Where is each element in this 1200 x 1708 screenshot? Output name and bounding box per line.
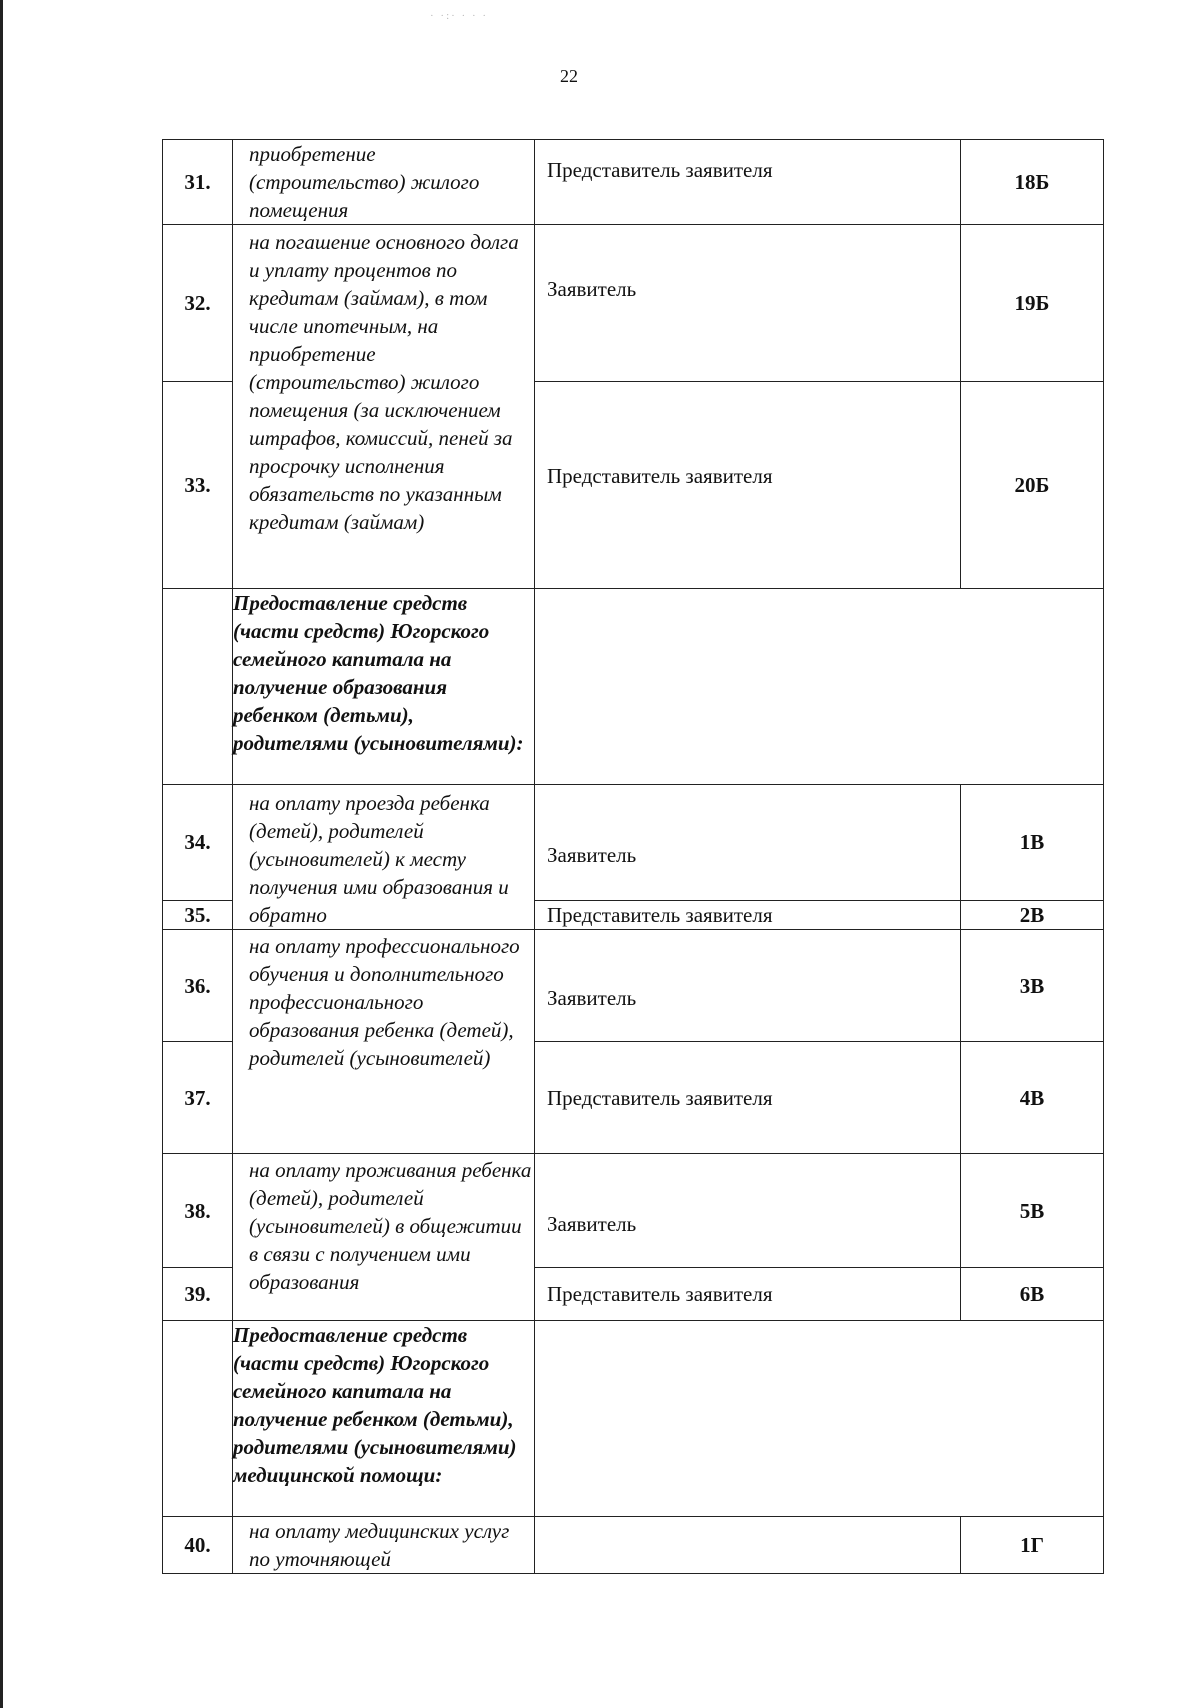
applicant-type: Представитель заявителя xyxy=(535,1268,961,1321)
section-heading-row xyxy=(163,1321,1104,1517)
section-heading: Предоставление средств (части средств) Югорского семейного капитала на получение ребенком (детьми), родителями (усыновителями) медицинской помощи: xyxy=(233,1321,535,1517)
row-number: 32. xyxy=(163,225,233,382)
row-number: 38. xyxy=(163,1154,233,1268)
services-table xyxy=(162,139,1104,1574)
row-number: 34. xyxy=(163,785,233,901)
document-code: 2В xyxy=(961,900,1104,929)
service-description: на оплату профессионального обучения и дополнительного профессионального образования ребенка (детей), родителей (усыновителей) xyxy=(233,930,535,1154)
section-heading: Предоставление средств (части средств) Югорского семейного капитала на получение образования ребенком (детьми), родителями (усыновителями): xyxy=(233,589,535,785)
service-description: на погашение основного долга и уплату процентов по кредитам (займам), в том числе ипотечным, на приобретение (строительство) жилого помещения (за исключением штрафов, комиссий, пеней за просрочку исполнения обязательств по указанным кредитам (займам) xyxy=(233,225,535,589)
applicant-type: Заявитель xyxy=(535,1154,961,1268)
service-description: на оплату проживания ребенка (детей), родителей (усыновителей) в общежитии в связи с получением ими образования xyxy=(233,1154,535,1321)
document-code: 3В xyxy=(961,930,1104,1042)
scan-edge xyxy=(0,0,3,1708)
section-heading-row xyxy=(163,589,1104,785)
page-number: 22 xyxy=(560,66,578,86)
applicant-type: Представитель заявителя xyxy=(535,1042,961,1154)
table-row xyxy=(163,225,1104,382)
row-number: 35. xyxy=(163,900,233,929)
document-code: 1Г xyxy=(961,1517,1104,1574)
service-description: на оплату проезда ребенка (детей), родителей (усыновителей) к месту получения ими образования и обратно xyxy=(233,785,535,930)
applicant-type: Представитель заявителя xyxy=(535,382,961,589)
document-code: 20Б xyxy=(961,382,1104,589)
table-row xyxy=(163,140,1104,225)
table-row xyxy=(163,785,1104,901)
service-description: на оплату медицинских услуг по уточняющей xyxy=(233,1517,535,1574)
scan-artifact: · ·:· · · · xyxy=(430,10,489,22)
row-number: 31. xyxy=(163,140,233,225)
document-code: 4В xyxy=(961,1042,1104,1154)
applicant-type: Представитель заявителя xyxy=(535,140,961,225)
applicant-type xyxy=(535,1517,961,1574)
document-code: 19Б xyxy=(961,225,1104,382)
applicant-type: Заявитель xyxy=(535,225,961,382)
service-description: приобретение (строительство) жилого помещения xyxy=(233,140,535,225)
row-number: 36. xyxy=(163,930,233,1042)
document-code: 5В xyxy=(961,1154,1104,1268)
applicant-type: Заявитель xyxy=(535,930,961,1042)
applicant-type: Заявитель xyxy=(535,785,961,901)
document-code: 6В xyxy=(961,1268,1104,1321)
applicant-type: Представитель заявителя xyxy=(535,900,961,929)
row-number: 40. xyxy=(163,1517,233,1574)
document-code: 18Б xyxy=(961,140,1104,225)
row-number: 39. xyxy=(163,1268,233,1321)
table-row xyxy=(163,930,1104,1042)
table-row xyxy=(163,1154,1104,1268)
table-row xyxy=(163,1517,1104,1574)
row-number: 33. xyxy=(163,382,233,589)
document-code: 1В xyxy=(961,785,1104,901)
row-number: 37. xyxy=(163,1042,233,1154)
